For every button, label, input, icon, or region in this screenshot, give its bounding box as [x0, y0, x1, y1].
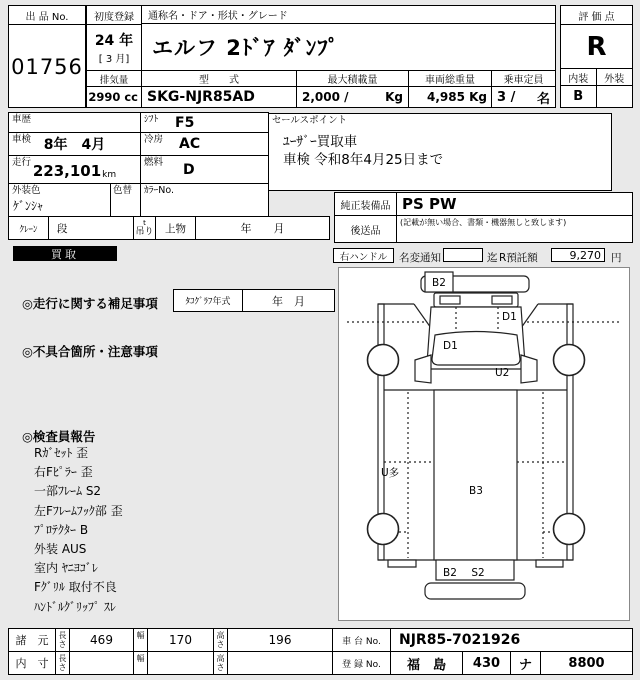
spec-height-tag: 高さ: [213, 628, 228, 652]
gvw-label: 車両総重量: [409, 71, 491, 87]
mileage-value: 223,101: [32, 162, 102, 180]
max-load-cell: [296, 70, 409, 108]
shift-value: F5: [175, 114, 195, 131]
exterior-color-value: ｹﾞﾝｼｬ: [13, 199, 44, 213]
model-code-label: 型 式: [142, 71, 296, 87]
crane-lift-cell: [133, 216, 156, 240]
mileage-note-heading: ◎走行に関する補足事項: [22, 296, 158, 311]
registration-kana-cell: ナ: [510, 651, 541, 675]
fuel-value: D: [183, 161, 195, 178]
displacement-value: 2990 cc: [88, 90, 138, 104]
rear-left-wheel: [368, 514, 399, 545]
spec-length-tag: 長さ: [55, 628, 70, 652]
damage-code-b2-rear: B2: [443, 567, 457, 579]
inspector-item: 一部ﾌﾚｰﾑ S2: [34, 484, 102, 499]
color-change-cell: [110, 183, 141, 217]
defects-heading: ◎不具合箇所・注意事項: [22, 344, 158, 359]
exterior-score: [597, 86, 633, 107]
mileage-unit: km: [102, 170, 117, 180]
capacity-label: 乗車定員: [492, 71, 555, 87]
inner-width-tag: 幅: [133, 651, 148, 675]
inner-length-tag: 長さ: [55, 651, 70, 675]
inner-width-value: [147, 651, 214, 675]
truck-top-view: [339, 268, 629, 620]
fuel-cell: [140, 155, 269, 184]
inner-row-label: 内 寸: [8, 651, 56, 675]
damage-code-d1-glass: D1: [443, 340, 458, 352]
vehicle-name-value: エルフ 2ﾄﾞｱ ﾀﾞﾝﾌﾟ: [141, 23, 556, 71]
interior-label: 内装: [561, 69, 597, 85]
sales-point-line2: 車検 令和8年4月25日まで: [283, 152, 444, 168]
chassis-label-cell: 車 台 No.: [332, 628, 391, 652]
name-change-box: [443, 248, 483, 262]
forward-label-cell: 後送品: [334, 215, 397, 243]
history-label: 車歴: [12, 114, 32, 125]
score-box: [560, 5, 633, 108]
ac-cell: [140, 132, 269, 156]
first-registration-month: [ 3 月]: [98, 54, 130, 65]
crane-ton-label: t: [143, 218, 146, 227]
spec-length-value: 469: [69, 628, 134, 652]
inner-length-value: [69, 651, 134, 675]
inspector-item: 外装 AUS: [34, 542, 87, 557]
inspector-report-list: [34, 444, 123, 617]
until-label: 迄: [487, 252, 498, 264]
crane-body-cell: 上物: [155, 216, 196, 240]
inspector-heading: ◎検査員報告: [22, 429, 96, 444]
forward-note-cell: (記載が無い場合、書類・機器無しと致します): [396, 215, 633, 243]
right-handle-cell: 右ハンドル: [333, 248, 394, 263]
inspector-item: Rｶﾞｾｯﾄ 歪: [34, 446, 89, 460]
equipment-value-cell: PS PW: [396, 192, 633, 216]
inspector-item: 左Fﾌﾚｰﾑﾌｯｸ部 歪: [34, 503, 123, 518]
score-label: 評 価 点: [561, 6, 632, 25]
capacity-value: 3 /: [497, 89, 516, 105]
lot-number-cell: [8, 5, 86, 108]
spec-row-label: 諸 元: [8, 628, 56, 652]
history-cell: [8, 112, 141, 133]
ac-value: AC: [179, 136, 201, 152]
crane-lift-label: 吊り: [135, 226, 154, 237]
capacity-unit: 名: [536, 91, 550, 107]
inspector-item: 右Fﾋﾟﾗｰ 歪: [34, 465, 93, 480]
gvw-cell: [408, 70, 492, 108]
exterior-color-label: 外装色: [12, 185, 41, 196]
color-no-label: ｶﾗｰNo.: [144, 185, 175, 196]
left-door-panel: [415, 355, 431, 383]
inspector-item: 室内 ﾔﾆﾖｺﾞﾚ: [34, 561, 98, 576]
deposit-value-box: 9,270: [551, 248, 605, 262]
color-change-label: 色替: [113, 185, 133, 196]
model-code-cell: [141, 70, 297, 108]
mileage-label: 走行: [12, 157, 32, 168]
registration-label-cell: 登 録 No.: [332, 651, 391, 675]
inspector-item: Fｸﾞﾘﾙ 取付不良: [34, 580, 117, 595]
deposit-label: R預託額: [499, 252, 538, 264]
score-value: R: [561, 25, 632, 69]
inspection-value: 8年 4月: [43, 137, 106, 153]
spec-height-value: 196: [227, 628, 333, 652]
rear-bumper: [425, 583, 525, 599]
mileage-cell: [8, 155, 141, 184]
inspection-cell: [8, 132, 141, 156]
equipment-label-cell: 純正装備品: [334, 192, 397, 216]
chassis-value-cell: NJR85-7021926: [390, 628, 633, 652]
first-registration-label: 初度登録: [87, 6, 141, 25]
front-panel: [434, 293, 518, 307]
yen-label: 円: [611, 252, 622, 264]
first-registration-year: 24 年: [94, 33, 134, 49]
damage-code-b3: B3: [469, 485, 483, 497]
front-left-wheel: [368, 345, 399, 376]
crane-date-cell: 年 月: [195, 216, 330, 240]
fuel-label: 燃料: [144, 157, 164, 168]
exterior-label: 外装: [604, 73, 625, 85]
sales-point-line1: ﾕｰｻﾞｰ買取車: [283, 134, 358, 150]
spec-width-tag: 幅: [133, 628, 148, 652]
inspector-item: ﾌﾟﾛﾃｸﾀｰ B: [34, 522, 89, 537]
shift-cell: [140, 112, 269, 133]
tachograph-label-cell: ﾀｺｸﾞﾗﾌ年式: [173, 289, 243, 312]
tachograph-value-cell: 年 月: [242, 289, 335, 312]
lot-number-label: 出 品 No.: [9, 6, 85, 25]
capacity-cell: [491, 70, 556, 108]
rear-right-wheel: [554, 514, 585, 545]
exterior-color-cell: [8, 183, 111, 217]
max-load-label: 最大積載量: [297, 71, 408, 87]
crane-step-cell: 段: [48, 216, 134, 240]
max-load-unit: Kg: [385, 90, 403, 104]
registration-class-cell: 430: [462, 651, 511, 675]
max-load-value: 2,000 /: [302, 90, 349, 104]
damage-code-u2: U2: [495, 367, 510, 379]
right-door-panel: [521, 355, 537, 383]
damage-code-d1-cab: D1: [502, 311, 517, 323]
name-change-label: 名変通知: [399, 252, 441, 264]
sales-point-label: セールスポイント: [272, 115, 348, 126]
inner-height-value: [227, 651, 333, 675]
interior-score: B: [561, 86, 597, 107]
inner-height-tag: 高さ: [213, 651, 228, 675]
model-code-value: SKG-NJR85AD: [147, 89, 255, 105]
damage-code-b2-front: B2: [432, 277, 446, 289]
registration-number-cell: 8800: [540, 651, 633, 675]
first-registration-cell: [86, 5, 142, 71]
inspector-item: ﾊﾝﾄﾞﾙｸﾞﾘｯﾌﾟ ｽﾚ: [34, 599, 116, 614]
cargo-bed: [434, 390, 517, 560]
spec-width-value: 170: [147, 628, 214, 652]
crane-label-cell: ｸﾚｰﾝ: [8, 216, 49, 240]
purchase-badge: 買取: [13, 246, 117, 261]
gvw-value: 4,985 Kg: [426, 90, 487, 104]
registration-area-cell: 福 島: [390, 651, 463, 675]
sales-point-box: [268, 113, 612, 191]
color-no-cell: [140, 183, 269, 217]
vehicle-name-header: 通称名・ドア・形状・グレード: [141, 5, 556, 24]
ac-label: 冷房: [144, 134, 164, 145]
displacement-cell: [86, 70, 142, 108]
damage-code-u-many: U多: [381, 467, 400, 479]
damage-diagram-box: [338, 267, 630, 621]
damage-code-s2-rear: S2: [471, 567, 485, 579]
front-right-wheel: [554, 345, 585, 376]
inspection-label: 車検: [12, 134, 32, 145]
lot-number-value: 01756: [11, 54, 83, 79]
shift-label: ｼﾌﾄ: [144, 114, 159, 125]
displacement-label: 排気量: [87, 71, 141, 87]
